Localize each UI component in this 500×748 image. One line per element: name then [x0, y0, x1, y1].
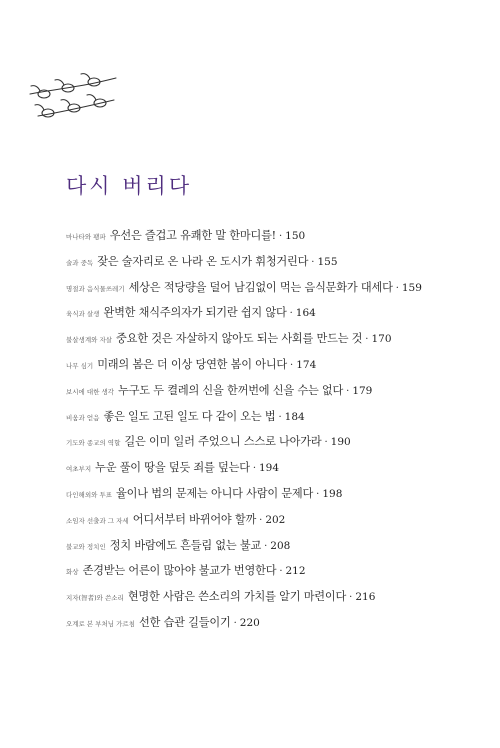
toc-entry	[66, 588, 486, 614]
toc-entry-label: 명절과 음식물쓰레기	[66, 284, 125, 293]
toc-entry-separator: ·	[290, 359, 294, 371]
toc-entry-separator: ·	[316, 488, 320, 500]
toc-entry-title: 존경받는 어른이 많아야 불교가 번영한다	[82, 564, 277, 578]
toc-entry-separator: ·	[311, 256, 315, 268]
toc-entry-page: 184	[284, 410, 305, 423]
toc-entry	[66, 511, 486, 537]
toc-entry	[66, 562, 486, 588]
toc-entry-label: 화상	[66, 568, 79, 577]
toc-entry-page: 220	[239, 616, 260, 629]
toc-entry-title: 율이나 법의 문제는 아니다 사람이 문제다	[116, 486, 314, 500]
toc-entry-label: 지자(智者)와 쓴소리	[66, 594, 124, 603]
toc-entry-page: 179	[352, 384, 373, 397]
toc-entry-label: 다인해외와 투표	[66, 490, 113, 499]
toc-entry-separator: ·	[346, 385, 350, 397]
toc-entry-title: 어디서부터 바뀌어야 할까	[132, 512, 257, 526]
toc-entry-label: 비움과 얻음	[66, 413, 100, 422]
toc-entry-title: 길은 이미 일러 주었으니 스스로 나아가라	[124, 435, 322, 449]
toc-entry-title: 누운 풀이 땅을 덮듯 죄를 덮는다	[95, 461, 250, 475]
toc-entry-page: 190	[330, 436, 351, 449]
toc-entry-title: 잦은 술자리로 온 나라 온 도시가 휘청거린다	[97, 254, 309, 268]
toc-entry-page: 202	[265, 513, 286, 526]
toc-entry-label: 술과 중독	[66, 258, 94, 267]
toc-entry-page: 212	[285, 565, 306, 578]
toc-entry-page: 159	[401, 281, 422, 294]
toc-entry-label: 여초부지	[66, 465, 92, 474]
section-title: 다시 버리다	[66, 174, 193, 198]
toc-entry	[66, 459, 486, 485]
toc-entry-label: 마나타와 팽파	[66, 233, 106, 241]
toc-entry-title: 현명한 사람은 쓴소리의 가치를 알기 마련이다	[127, 590, 347, 604]
toc-entry	[66, 382, 486, 408]
toc-entry	[66, 330, 486, 356]
bird-ornament-icon	[28, 64, 118, 122]
toc-entry	[66, 408, 486, 434]
toc-entry-page: 208	[270, 539, 291, 552]
toc-entry	[66, 485, 486, 511]
toc-entry-separator: ·	[252, 463, 256, 475]
toc-entry-page: 194	[259, 462, 280, 475]
toc-entry-page: 150	[285, 230, 306, 242]
toc-entry	[66, 227, 486, 253]
toc-entry	[66, 279, 486, 305]
toc-entry-separator: ·	[324, 437, 328, 449]
toc-entry-page: 164	[295, 307, 316, 320]
toc-entry-title: 우선은 즐겁고 유쾌한 말 한마디를!	[109, 229, 276, 242]
toc-entry-page: 174	[296, 358, 317, 371]
toc-entry-label: 나무 심기	[66, 361, 94, 370]
toc-entry-label: 불교와 정치인	[66, 542, 106, 551]
toc-entry-separator: ·	[365, 334, 369, 346]
toc-entry-title: 정치 바람에도 흔들림 없는 불교	[109, 538, 262, 552]
toc-entry-label: 오계로 본 부처님 가르침	[66, 619, 135, 628]
toc-entry-label: 보시에 대한 생각	[66, 387, 115, 396]
toc-entry-title: 좋은 일도 고된 일도 다 같이 오는 법	[103, 409, 276, 423]
toc-entry-title: 중요한 것은 자살하지 않아도 되는 사회를 만드는 것	[116, 332, 363, 346]
toc-entry-label: 육식과 살생	[66, 310, 100, 319]
toc-entry-label: 불살생계와 자살	[66, 336, 113, 345]
toc-entry-label: 기도와 종교의 역할	[66, 439, 121, 448]
toc-entry-title: 세상은 적당량을 덜어 남김없이 먹는 음식문화가 대세다	[128, 280, 393, 294]
toc-entry	[66, 304, 486, 330]
toc-entry-page: 216	[355, 591, 376, 604]
toc-entry-separator: ·	[278, 231, 283, 242]
toc-entry-page: 198	[322, 487, 343, 500]
toc-entry	[66, 253, 486, 279]
toc-entry-title: 누구도 두 켤레의 신을 한꺼번에 신을 수는 없다	[118, 383, 344, 397]
toc-entry-separator: ·	[279, 566, 283, 578]
toc-entry-separator: ·	[264, 540, 268, 552]
toc-entry-separator: ·	[395, 282, 399, 294]
toc-entry-label: 소임자 선출과 그 자세	[66, 516, 129, 525]
toc-entry-separator: ·	[349, 592, 353, 604]
toc-entry	[66, 433, 486, 459]
toc-entry-title: 미래의 봄은 더 이상 당연한 봄이 아니다	[97, 357, 288, 371]
toc-entry	[66, 537, 486, 563]
toc-entry-separator: ·	[233, 617, 237, 629]
toc-entry-page: 170	[371, 333, 392, 346]
toc-entry-title: 완벽한 채식주의자가 되기란 쉽지 않다	[103, 306, 287, 320]
table-of-contents	[66, 227, 486, 640]
toc-entry	[66, 614, 486, 640]
toc-entry-separator: ·	[278, 411, 282, 423]
toc-entry-separator: ·	[289, 308, 293, 320]
toc-entry-page: 155	[317, 255, 338, 268]
toc-entry	[66, 356, 486, 382]
toc-entry-separator: ·	[259, 514, 263, 526]
toc-entry-title: 선한 습관 길들이기	[139, 615, 231, 629]
